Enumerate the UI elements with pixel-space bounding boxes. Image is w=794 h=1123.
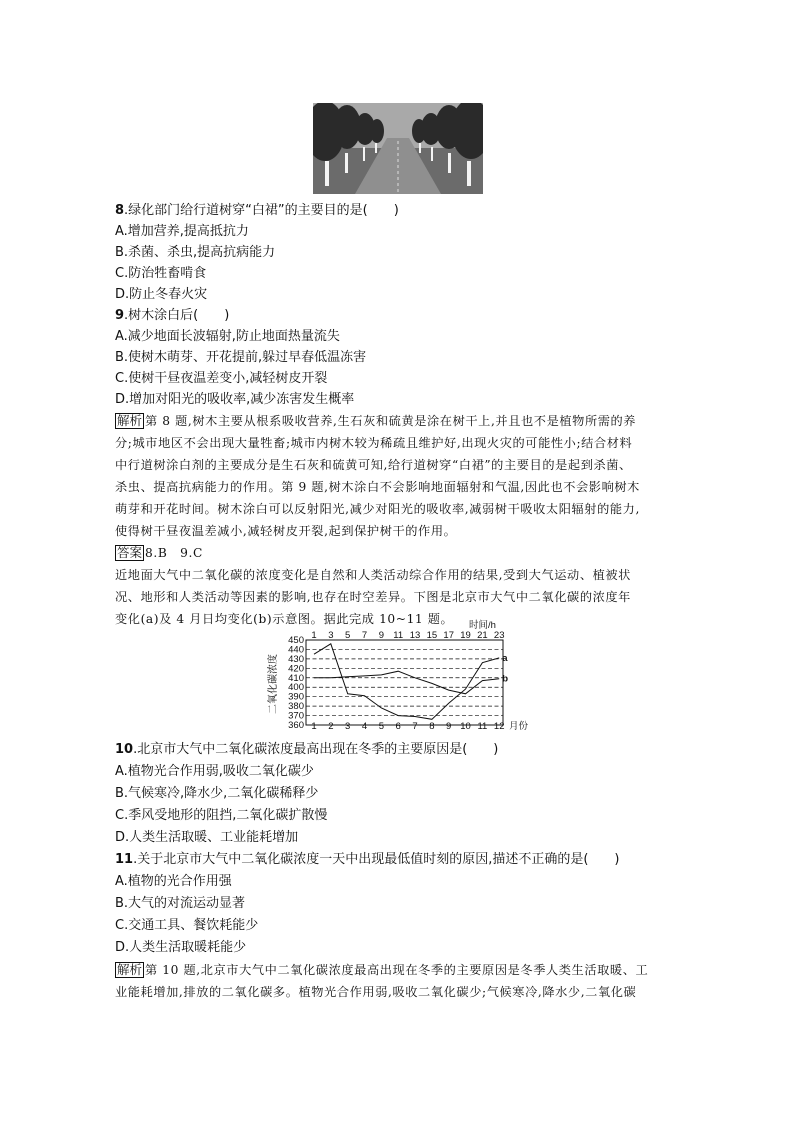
y-tick-label: 380 [288, 701, 304, 713]
analysis-tag: 解析 [117, 962, 143, 977]
y-tick-label: 370 [288, 710, 304, 722]
q9-option-b: B.使树木萌芽、开花提前,躲过早春低温冻害 [115, 350, 367, 365]
bottom-tick-label: 6 [395, 721, 401, 730]
series-line-b [314, 671, 499, 694]
analysis-line: 使得树干昼夜温差减小,减轻树皮开裂,起到保护树干的作用。 [115, 524, 457, 538]
top-tick-label: 9 [378, 630, 384, 641]
top-tick-label: 11 [393, 630, 404, 641]
analysis-line: 业能耗增加,排放的二氧化碳多。植物光合作用弱,吸收二氧化碳少;气候寒冷,降水少,二氧化碳 [115, 985, 637, 999]
q8-option-a: A.增加营养,提高抵抗力 [115, 224, 249, 239]
q8-option-c: C.防治牲畜啃食 [115, 266, 207, 281]
bottom-tick-label: 11 [477, 721, 488, 730]
bottom-tick-label: 1 [311, 721, 317, 730]
tree-road-photo [313, 103, 483, 194]
bottom-tick-label: 5 [378, 721, 384, 730]
co2-concentration-chart [258, 618, 528, 730]
question-11: 11.关于北京市大气中二氧化碳浓度一天中出现最低值时刻的原因,描述不正确的是( ) [115, 852, 620, 867]
bottom-tick-label: 7 [412, 721, 418, 730]
analysis-line: 中行道树涂白剂的主要成分是生石灰和硫黄可知,给行道树穿“白裙”的主要目的是起到杀菌、 [115, 458, 632, 472]
y-tick-label: 420 [288, 663, 304, 675]
top-tick-label: 15 [426, 630, 438, 641]
y-tick-label: 360 [288, 720, 304, 730]
q9-option-c: C.使树干昼夜温差变小,减轻树皮开裂 [115, 371, 328, 386]
series-line-a [314, 644, 499, 720]
question-9: 9.树木涂白后( ) [115, 308, 230, 323]
q8-option-b: B.杀菌、杀虫,提高抗病能力 [115, 245, 276, 260]
q11-option-c: C.交通工具、餐饮耗能少 [115, 918, 259, 933]
analysis-line: 分;城市地区不会出现大量牲畜;城市内树木较为稀疏且维护好,出现火灾的可能性小;结合材料 [115, 436, 633, 450]
bottom-tick-label: 3 [345, 721, 351, 730]
intro-line: 变化(a)及 4 月日均变化(b)示意图。据此完成 10~11 题。 [115, 612, 454, 626]
q10-option-c: C.季风受地形的阻挡,二氧化碳扩散慢 [115, 808, 328, 823]
q10-option-b: B.气候寒冷,降水少,二氧化碳稀释少 [115, 786, 319, 801]
y-tick-label: 440 [288, 644, 304, 656]
intro-line: 近地面大气中二氧化碳的浓度变化是自然和人类活动综合作用的结果,受到大气运动、植被状 [115, 568, 631, 582]
bottom-axis-title: 月份 [509, 721, 528, 730]
intro-line: 况、地形和人类活动等因素的影响,也存在时空差异。下图是北京市大气中二氧化碳的浓度年 [115, 590, 631, 604]
analysis-line: 杀虫、提高抗病能力的作用。第 9 题,树木涂白不会影响地面辐射和气温,因此也不会影响树木 [115, 480, 640, 494]
q8-option-d: D.防止冬春火灾 [115, 287, 208, 302]
q10-option-d: D.人类生活取暖、工业能耗增加 [115, 830, 299, 845]
q11-option-a: A.植物的光合作用强 [115, 874, 232, 889]
bottom-tick-label: 8 [429, 721, 435, 730]
top-axis-title: 时间/h [469, 620, 496, 631]
top-tick-label: 13 [409, 630, 421, 641]
bottom-tick-label: 12 [493, 721, 505, 730]
analysis-tag: 解析 [117, 413, 143, 428]
y-tick-label: 450 [288, 635, 304, 646]
y-tick-label: 390 [288, 691, 304, 703]
q11-option-d: D.人类生活取暖耗能少 [115, 940, 247, 955]
question-8: 8.绿化部门给行道树穿“白裙”的主要目的是( ) [115, 203, 399, 218]
answer-line: 答案 8.B 9.C [117, 545, 203, 560]
top-tick-label: 21 [477, 630, 488, 641]
bottom-tick-label: 10 [460, 721, 471, 730]
top-tick-label: 1 [311, 630, 317, 641]
bottom-tick-label: 9 [446, 721, 452, 730]
y-tick-label: 410 [288, 672, 304, 684]
answer-tag: 答案 [117, 545, 143, 560]
q9-option-a: A.减少地面长波辐射,防止地面热量流失 [115, 329, 340, 344]
top-tick-label: 17 [443, 630, 454, 641]
top-tick-label: 19 [460, 630, 471, 641]
y-axis-label: 二氧化碳浓度 [268, 654, 279, 714]
series-label-a: a [502, 652, 508, 664]
analysis-line: 解析 第 8 题,树木主要从根系吸收营养,生石灰和硫黄是涂在树干上,并且也不是植物所需的养 [117, 413, 637, 428]
top-tick-label: 5 [345, 630, 351, 641]
top-tick-label: 7 [361, 630, 368, 641]
y-tick-label: 430 [288, 653, 304, 665]
q10-option-a: A.植物光合作用弱,吸收二氧化碳少 [115, 764, 314, 779]
top-tick-label: 23 [493, 630, 505, 641]
q11-option-b: B.大气的对流运动显著 [115, 896, 246, 911]
y-tick-label: 400 [288, 682, 304, 694]
question-10: 10.北京市大气中二氧化碳浓度最高出现在冬季的主要原因是( ) [115, 742, 499, 757]
series-label-b: b [502, 673, 509, 685]
q9-option-d: D.增加对阳光的吸收率,减少冻害发生概率 [115, 392, 355, 407]
bottom-tick-label: 4 [361, 721, 368, 730]
analysis-line: 解析 第 10 题,北京市大气中二氧化碳浓度最高出现在冬季的主要原因是冬季人类生活取暖、工 [117, 962, 649, 977]
top-tick-label: 3 [328, 630, 334, 641]
bottom-tick-label: 2 [328, 721, 334, 730]
plot-frame [306, 640, 503, 725]
analysis-line: 萌芽和开花时间。树木涂白可以反射阳光,减少对阳光的吸收率,减弱树干吸收太阳辐射的能力, [115, 502, 640, 516]
